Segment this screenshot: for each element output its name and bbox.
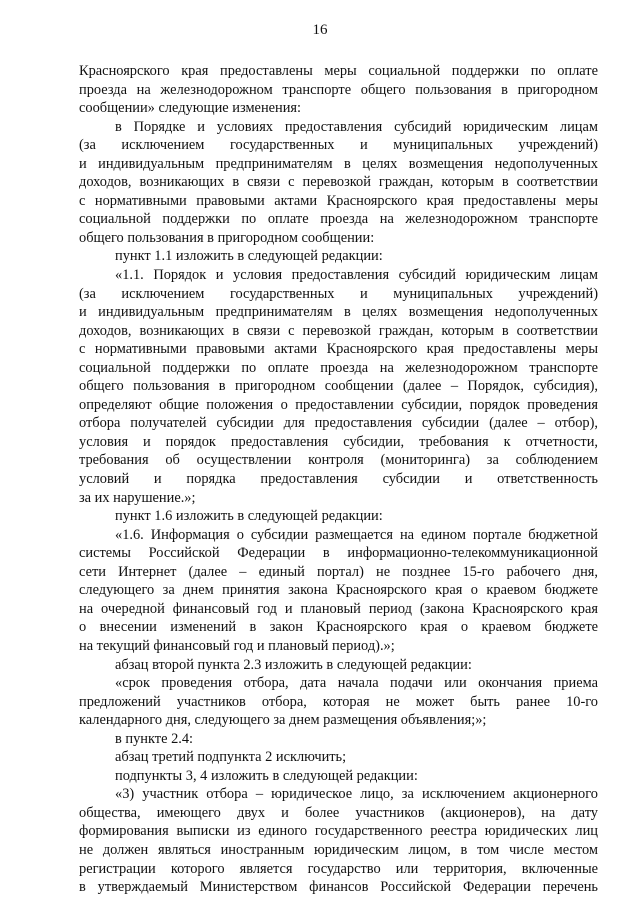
text-line: и индивидуальным предпринимателям в целях возмещения недополученных bbox=[79, 304, 598, 321]
document-body bbox=[79, 62, 598, 897]
text-line: «1.1. Порядок и условия предоставления субсидий юридическим лицам bbox=[115, 267, 598, 284]
text-line: на текущий финансовый год и плановый период).»; bbox=[79, 637, 395, 654]
text-line: общества, имеющего двух и более участников (акционеров), на дату bbox=[79, 804, 598, 821]
text-line: календарного дня, следующего за днем размещения объявления;»; bbox=[79, 712, 487, 729]
text-line: общего пользования в пригородном сообщении: bbox=[79, 229, 375, 246]
text-line: (за исключением государственных и муниципальных учреждений) bbox=[79, 137, 598, 154]
text-line: с нормативными правовыми актами Красноярского края предоставлены меры bbox=[79, 341, 598, 358]
text-line: следующего за днем принятия закона Красноярского края о краевом бюджете bbox=[79, 582, 598, 599]
text-line: общего пользования в пригородном сообщении (далее – Порядок, субсидия), bbox=[79, 378, 598, 395]
text-line: регистрации которого является государство или территория, включенные bbox=[79, 860, 598, 877]
text-line: пункт 1.6 изложить в следующей редакции: bbox=[115, 508, 383, 525]
text-line: определяют общие положения о предоставлении субсидии, порядок проведения bbox=[79, 396, 598, 413]
text-line: системы Российской Федерации в информационно-телекоммуникационной bbox=[79, 545, 598, 562]
text-line: не должен являться иностранным юридическим лицом, в том числе местом bbox=[79, 841, 598, 858]
text-line: доходов, возникающих в связи с перевозкой граждан, которым в соответствии bbox=[79, 174, 598, 191]
text-line: в пункте 2.4: bbox=[115, 730, 194, 747]
text-line: и индивидуальным предпринимателям в целях возмещения недополученных bbox=[79, 155, 598, 172]
text-line: «срок проведения отбора, дата начала подачи или окончания приема bbox=[115, 675, 598, 692]
text-line: пункт 1.1 изложить в следующей редакции: bbox=[115, 248, 383, 265]
text-line: требования об осуществлении контроля (мониторинга) за соблюдением bbox=[79, 452, 598, 469]
text-line: о внесении изменений в закон Красноярского края о краевом бюджете bbox=[79, 619, 598, 636]
text-line: условий и порядка предоставления субсидии и ответственность bbox=[79, 471, 598, 488]
text-line: проезда на железнодорожном транспорте общего пользования в пригородном bbox=[79, 81, 598, 98]
text-line: условия и порядок предоставления субсидии, требования к отчетности, bbox=[79, 433, 598, 450]
text-line: социальной поддержки по оплате проезда на железнодорожном транспорте bbox=[79, 211, 598, 228]
text-line: абзац второй пункта 2.3 изложить в следующей редакции: bbox=[115, 656, 472, 673]
text-line: сети Интернет (далее – единый портал) не позднее 15-го рабочего дня, bbox=[79, 563, 598, 580]
text-line: «3) участник отбора – юридическое лицо, за исключением акционерного bbox=[115, 786, 598, 803]
text-line: предложений участников отбора, которая не может быть ранее 10-го bbox=[79, 693, 598, 710]
text-line: в утверждаемый Министерством финансов Российской Федерации перечень bbox=[79, 879, 598, 896]
text-line: «1.6. Информация о субсидии размещается на едином портале бюджетной bbox=[115, 526, 598, 543]
text-line: сообщении» следующие изменения: bbox=[79, 100, 302, 117]
text-line: формирования выписки из единого государственного реестра юридических лиц bbox=[79, 823, 598, 840]
text-line: отбора получателей субсидии для предоставления субсидии (далее – отбор), bbox=[79, 415, 598, 432]
text-line: (за исключением государственных и муниципальных учреждений) bbox=[79, 285, 598, 302]
text-line: за их нарушение.»; bbox=[79, 489, 196, 506]
text-line: Красноярского края предоставлены меры социальной поддержки по оплате bbox=[79, 63, 598, 79]
text-line: на очередной финансовый год и плановый период (закона Красноярского края bbox=[79, 600, 598, 617]
text-line: социальной поддержки по оплате проезда на железнодорожном транспорте bbox=[79, 359, 598, 376]
text-line: абзац третий подпункта 2 исключить; bbox=[115, 749, 347, 766]
text-line: доходов, возникающих в связи с перевозкой граждан, которым в соответствии bbox=[79, 322, 598, 339]
text-line: подпункты 3, 4 изложить в следующей редакции: bbox=[115, 767, 418, 784]
page-number: 16 bbox=[312, 22, 328, 38]
text-line: с нормативными правовыми актами Красноярского края предоставлены меры bbox=[79, 192, 598, 209]
text-line: в Порядке и условиях предоставления субсидий юридическим лицам bbox=[115, 118, 598, 135]
